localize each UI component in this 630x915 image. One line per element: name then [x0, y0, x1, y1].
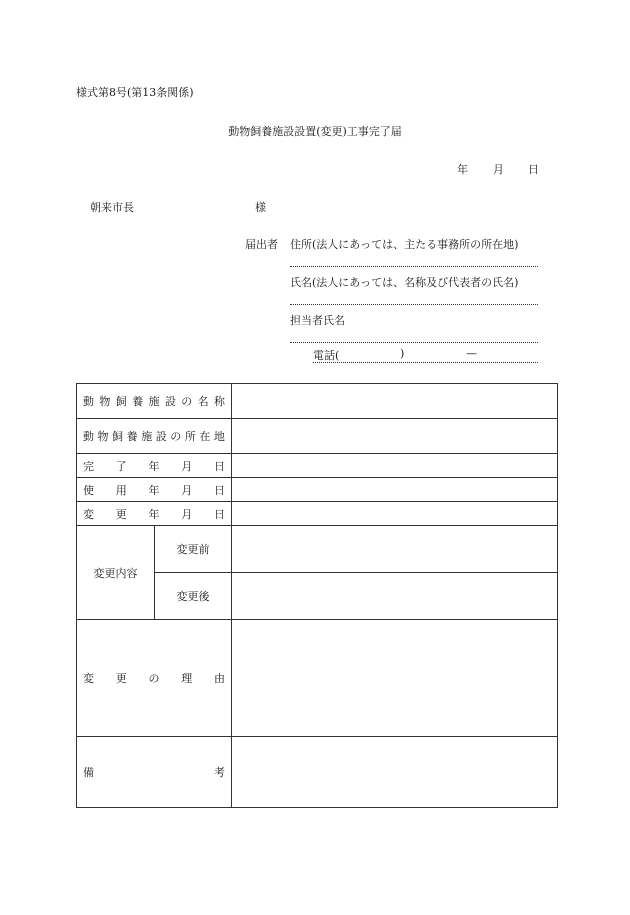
row-change-date — [77, 502, 558, 526]
contact-label: 担当者氏名 — [290, 314, 345, 327]
remarks-label: 備 考 — [77, 737, 232, 808]
phone-label: 電話( — [313, 349, 340, 362]
date-month-label: 月 — [493, 163, 504, 176]
change-reason-label: 変 更 の 理 由 — [77, 620, 232, 737]
address-field[interactable] — [290, 266, 538, 267]
facility-name-input[interactable] — [232, 384, 558, 419]
phone-field[interactable] — [313, 362, 538, 363]
change-after-label: 変更後 — [155, 573, 232, 620]
change-reason-input[interactable] — [232, 620, 558, 737]
completion-date-label: 完 了 年 月 日 — [77, 454, 232, 478]
addressee-name: 朝来市長 — [90, 201, 134, 214]
facility-location-label: 動 物 飼 養 施 設 の 所 在 地 — [77, 419, 232, 454]
change-before-input[interactable] — [232, 526, 558, 573]
change-after-input[interactable] — [232, 573, 558, 620]
row-facility-location — [77, 419, 558, 454]
change-content-label: 変更内容 — [77, 526, 155, 620]
applicant-label: 届出者 — [245, 238, 278, 251]
change-date-input[interactable] — [232, 502, 558, 526]
form-number: 様式第8号(第13条関係) — [76, 86, 194, 99]
row-completion-date — [77, 454, 558, 478]
facility-location-input[interactable] — [232, 419, 558, 454]
completion-form-table — [76, 383, 558, 808]
completion-date-input[interactable] — [232, 454, 558, 478]
facility-name-label: 動 物 飼 養 施 設 の 名 称 — [77, 384, 232, 419]
form-title: 動物飼養施設設置(変更)工事完了届 — [228, 125, 402, 138]
change-date-label: 変 更 年 月 日 — [77, 502, 232, 526]
address-label: 住所(法人にあっては、主たる事務所の所在地) — [290, 238, 519, 251]
use-date-input[interactable] — [232, 478, 558, 502]
phone-paren: ) — [400, 347, 405, 360]
row-facility-name — [77, 384, 558, 419]
phone-dash: — — [466, 347, 477, 360]
name-label: 氏名(法人にあっては、名称及び代表者の氏名) — [290, 276, 519, 289]
use-date-label: 使 用 年 月 日 — [77, 478, 232, 502]
name-field[interactable] — [290, 304, 538, 305]
addressee-honorific: 様 — [255, 201, 266, 214]
date-year-label: 年 — [457, 163, 468, 176]
change-before-label: 変更前 — [155, 526, 232, 573]
contact-field[interactable] — [290, 342, 538, 343]
row-change-before — [77, 526, 558, 573]
row-remarks — [77, 737, 558, 808]
row-use-date — [77, 478, 558, 502]
remarks-input[interactable] — [232, 737, 558, 808]
date-day-label: 日 — [528, 163, 539, 176]
row-change-reason — [77, 620, 558, 737]
